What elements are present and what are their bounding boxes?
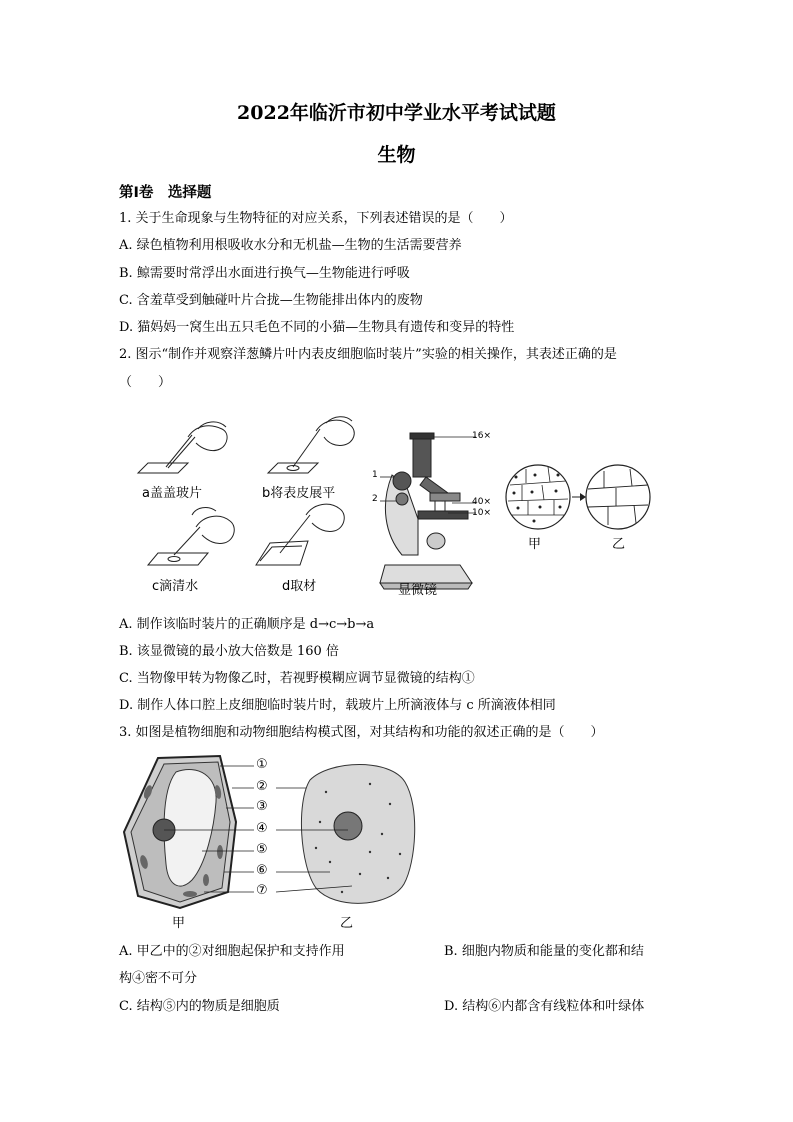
section-heading: 第I卷 选择题 [119,185,212,201]
subject-title: 生物 [377,144,416,166]
label-part-1: 1 [372,470,378,480]
plant-cell-illustration [124,756,236,908]
q3-option-d: D. 结构⑥内都含有线粒体和叶绿体 [444,999,645,1014]
q1-option-b: B. 鲸需要时常浮出水面进行换气—生物能进行呼吸 [119,266,410,281]
exam-title: 2022年临沂市初中学业水平考试试题 [237,102,556,124]
label-objective-40: 40× [472,497,491,507]
cell-label-yi: 乙 [340,916,354,931]
q2-option-d: D. 制作人体口腔上皮细胞临时装片时，载玻片上所滴液体与 c 所滴液体相同 [119,698,556,713]
q3-option-b-cont: 构④密不可分 [119,971,198,986]
q3-option-c: C. 结构⑤内的物质是细胞质 [119,999,280,1014]
q3-option-a: A. 甲乙中的②对细胞起保护和支持作用 [119,944,345,959]
animal-cell-illustration [301,765,414,904]
q1-option-c: C. 含羞草受到触碰叶片合拢—生物能排出体内的废物 [119,293,423,308]
caption-b: b将表皮展平 [262,486,336,501]
q2-option-a: A. 制作该临时装片的正确顺序是 d→c→b→a [119,617,375,632]
cell-label-3: ③ [256,799,268,814]
cell-label-6: ⑥ [256,863,268,878]
q1-option-d: D. 猫妈妈一窝生出五只毛色不同的小猫—生物具有遗传和变异的特性 [119,320,515,335]
q3-cell-drawing [120,752,420,937]
step-b-illustration [268,417,354,473]
q3-stem: 3. 如图是植物细胞和动物细胞结构模式图，对其结构和功能的叙述正确的是（ ） [119,725,604,740]
caption-c: c滴清水 [152,579,199,594]
q3-option-b: B. 细胞内物质和能量的变化都和结 [444,944,644,959]
cell-label-4: ④ [256,821,268,836]
label-yi: 乙 [612,537,626,552]
label-jia: 甲 [528,537,542,552]
q2-stem-cont: （ ） [119,375,172,390]
caption-a: a盖盖玻片 [142,486,202,501]
q1-stem: 1. 关于生命现象与生物特征的对应关系，下列表述错误的是（ ） [119,211,513,226]
label-objective-10: 10× [472,508,491,518]
view-jia-circle [506,465,570,529]
caption-microscope: 显微镜 [398,583,438,598]
cell-label-7: ⑦ [256,883,268,898]
caption-d: d取材 [282,579,317,594]
cell-label-5: ⑤ [256,842,268,857]
view-yi-circle [586,465,650,529]
cell-label-1: ① [256,757,268,772]
arrow-head [580,493,586,501]
q2-option-b: B. 该显微镜的最小放大倍数是 160 倍 [119,644,339,659]
q2-figure [130,415,660,598]
q1-option-a: A. 绿色植物利用根吸收水分和无机盐—生物的生活需要营养 [119,238,462,253]
q3-figure [120,752,420,937]
cell-label-2: ② [256,779,268,794]
microscope-illustration [380,433,472,589]
cell-label-jia: 甲 [172,916,186,931]
step-d-illustration [256,504,344,565]
q2-option-c: C. 当物像甲转为物像乙时，若视野模糊应调节显微镜的结构① [119,671,475,686]
q2-stem: 2. 图示“制作并观察洋葱鳞片叶内表皮细胞临时装片”实验的相关操作，其表述正确的是 [119,347,617,362]
q2-figure-drawing [130,415,660,595]
step-a-illustration [138,422,227,473]
label-eyepiece: 16× [472,431,491,441]
step-c-illustration [148,508,234,565]
label-part-2: 2 [372,494,378,504]
